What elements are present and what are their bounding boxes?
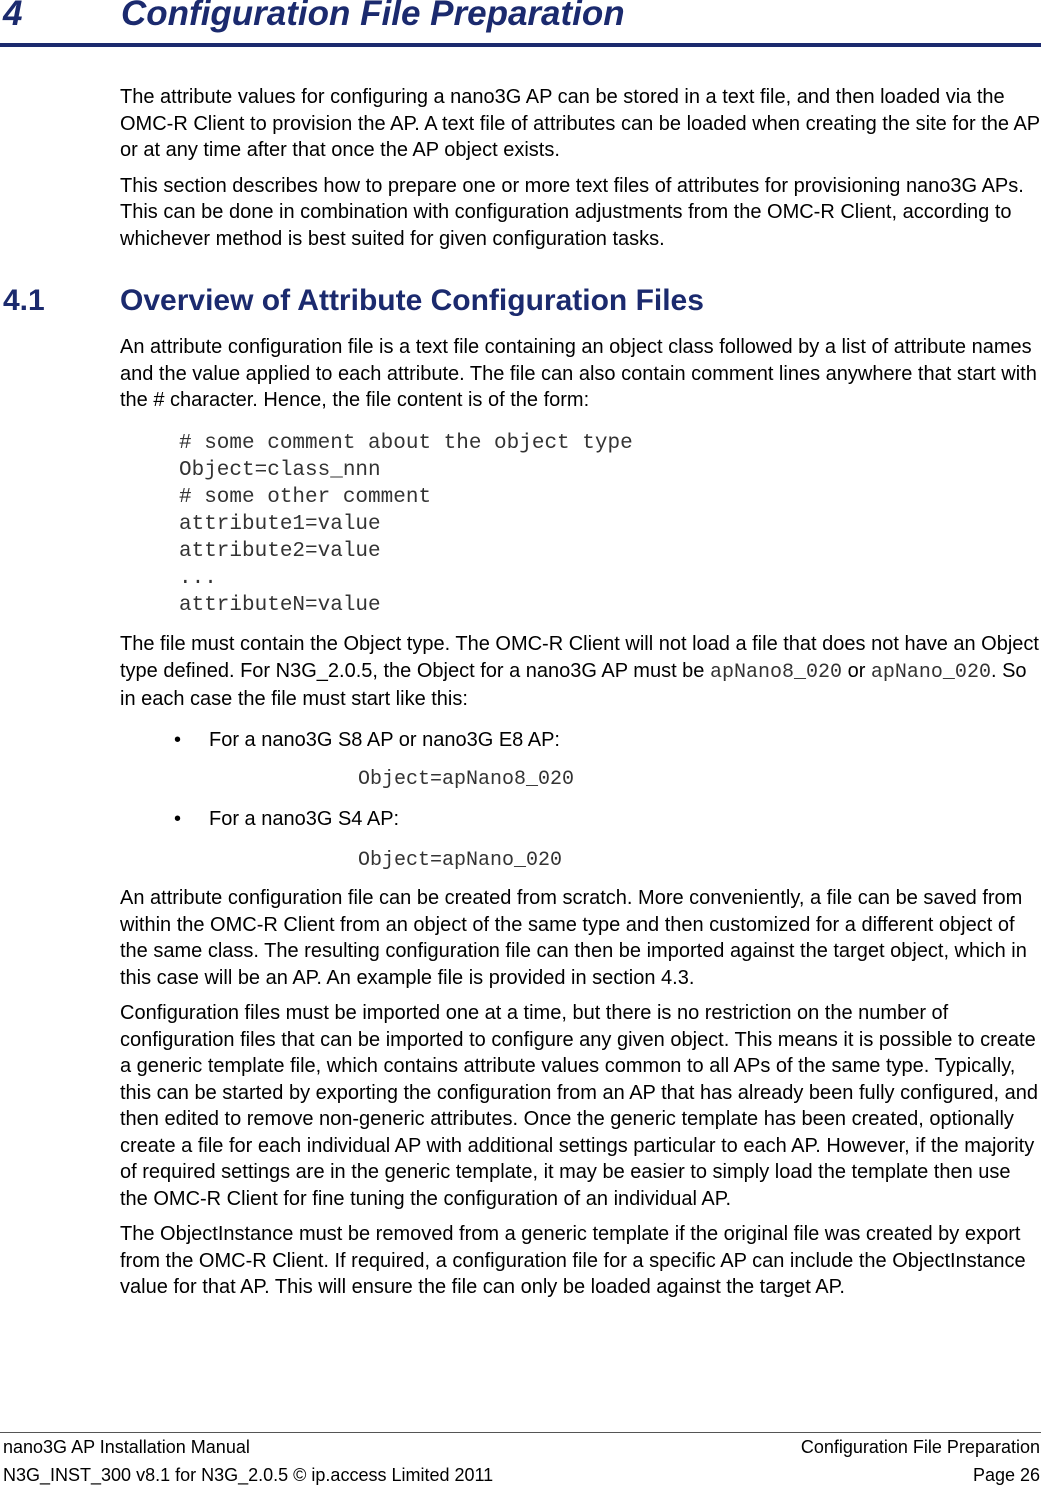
bullet-item xyxy=(174,806,399,832)
code-line: attribute2=value xyxy=(179,540,381,563)
section-paragraph: An attribute configuration file is a text file containing an object class followed by a list of attribute names and the value applied to each attribute. The file can also contain comment lines anywhere that start with the # character. Hence, the file content is of the form: xyxy=(120,336,1037,411)
code-line: Object=class_nnn xyxy=(179,459,381,482)
bullet-marker: • xyxy=(174,729,182,751)
chapter-title: Configuration File Preparation xyxy=(121,0,625,33)
bullet-item xyxy=(174,727,560,753)
section-heading xyxy=(3,284,704,318)
bullet-code: Object=apNano8_020 xyxy=(358,768,575,791)
code-line: # some other comment xyxy=(179,486,432,509)
chapter-number: 4 xyxy=(3,0,23,33)
chapter-heading xyxy=(3,0,625,34)
footer-page-number: Page 26 xyxy=(972,1465,1040,1485)
footer-chapter-title: Configuration File Preparation xyxy=(800,1437,1040,1457)
bullet-marker: • xyxy=(174,808,182,830)
section-title: Overview of Attribute Configuration Files xyxy=(120,284,704,317)
code-line: ... xyxy=(179,567,217,590)
object-type-paragraph: The file must contain the Object type. The OMC-R Client will not load a file that does not have an Object type defined. For N3G_2.0.5, the Object for a nano3G AP must be apNano8_020 or apNano_020. So in each case the file must start like this: xyxy=(120,633,1039,710)
section-intro xyxy=(120,334,1040,414)
footer-manual-title: nano3G AP Installation Manual xyxy=(3,1437,250,1457)
footer-rule xyxy=(0,1432,1041,1433)
bullet-code: Object=apNano_020 xyxy=(358,849,563,872)
code-example xyxy=(179,430,633,619)
code-line: # some comment about the object type xyxy=(179,432,633,455)
code-line: attributeN=value xyxy=(179,594,381,617)
intro-paragraph-2: This section describes how to prepare one or more text files of attributes for provisioning nano3G APs. This can be done in combination with configuration adjustments from the OMC-R Client, according to whichever method is best suited for given configuration tasks. xyxy=(120,174,1024,250)
body-paragraph: Configuration files must be imported one at a time, but there is no restriction on the number of configuration files that can be imported to configure any given object. This means it is possible to create a generic template file, which contains attribute values common to all APs of the same type. Typically, this can be started by exporting the configuration from an AP that has already been fully configured, and then edited to remove non-generic attributes. Once the generic template has been created, optionally create a file for each individual AP with additional settings particular to each AP. However, if the majority of required settings are in the generic template, it may be easier to simply load the template then use the OMC-R Client for fine tuning the configuration of an individual AP. xyxy=(120,1002,1038,1210)
bullet-text: For a nano3G S4 AP: xyxy=(209,808,400,830)
intro-block xyxy=(120,84,1040,252)
heading-rule xyxy=(0,43,1041,47)
code-line: attribute1=value xyxy=(179,513,381,536)
bullet-text: For a nano3G S8 AP or nano3G E8 AP: xyxy=(209,729,560,751)
body-paragraph: An attribute configuration file can be created from scratch. More conveniently, a file can be saved from within the OMC-R Client from an object of the same type and then customized for a different object of the same class. The resulting configuration file can then be imported against the target object, which in this case will be an AP. An example file is provided in section 4.3. xyxy=(120,887,1027,989)
section-number: 4.1 xyxy=(3,284,45,317)
inline-code: apNano8_020 xyxy=(709,660,843,684)
inline-code: apNano_020 xyxy=(870,660,991,684)
object-type-block xyxy=(120,631,1040,713)
body-paragraph: The ObjectInstance must be removed from a generic template if the original file was created by export from the OMC-R Client. If required, a configuration file for a specific AP can include the ObjectInstance value for that AP. This will ensure the file can only be loaded against the target AP. xyxy=(120,1223,1026,1298)
body-block xyxy=(120,885,1040,1301)
footer-document-id: N3G_INST_300 v8.1 for N3G_2.0.5 © ip.access Limited 2011 xyxy=(3,1465,494,1485)
intro-paragraph-1: The attribute values for configuring a nano3G AP can be stored in a text file, and then loaded via the OMC-R Client to provision the AP. A text file of attributes can be loaded when creating the site for the AP or at any time after that once the AP object exists. xyxy=(120,86,1040,161)
